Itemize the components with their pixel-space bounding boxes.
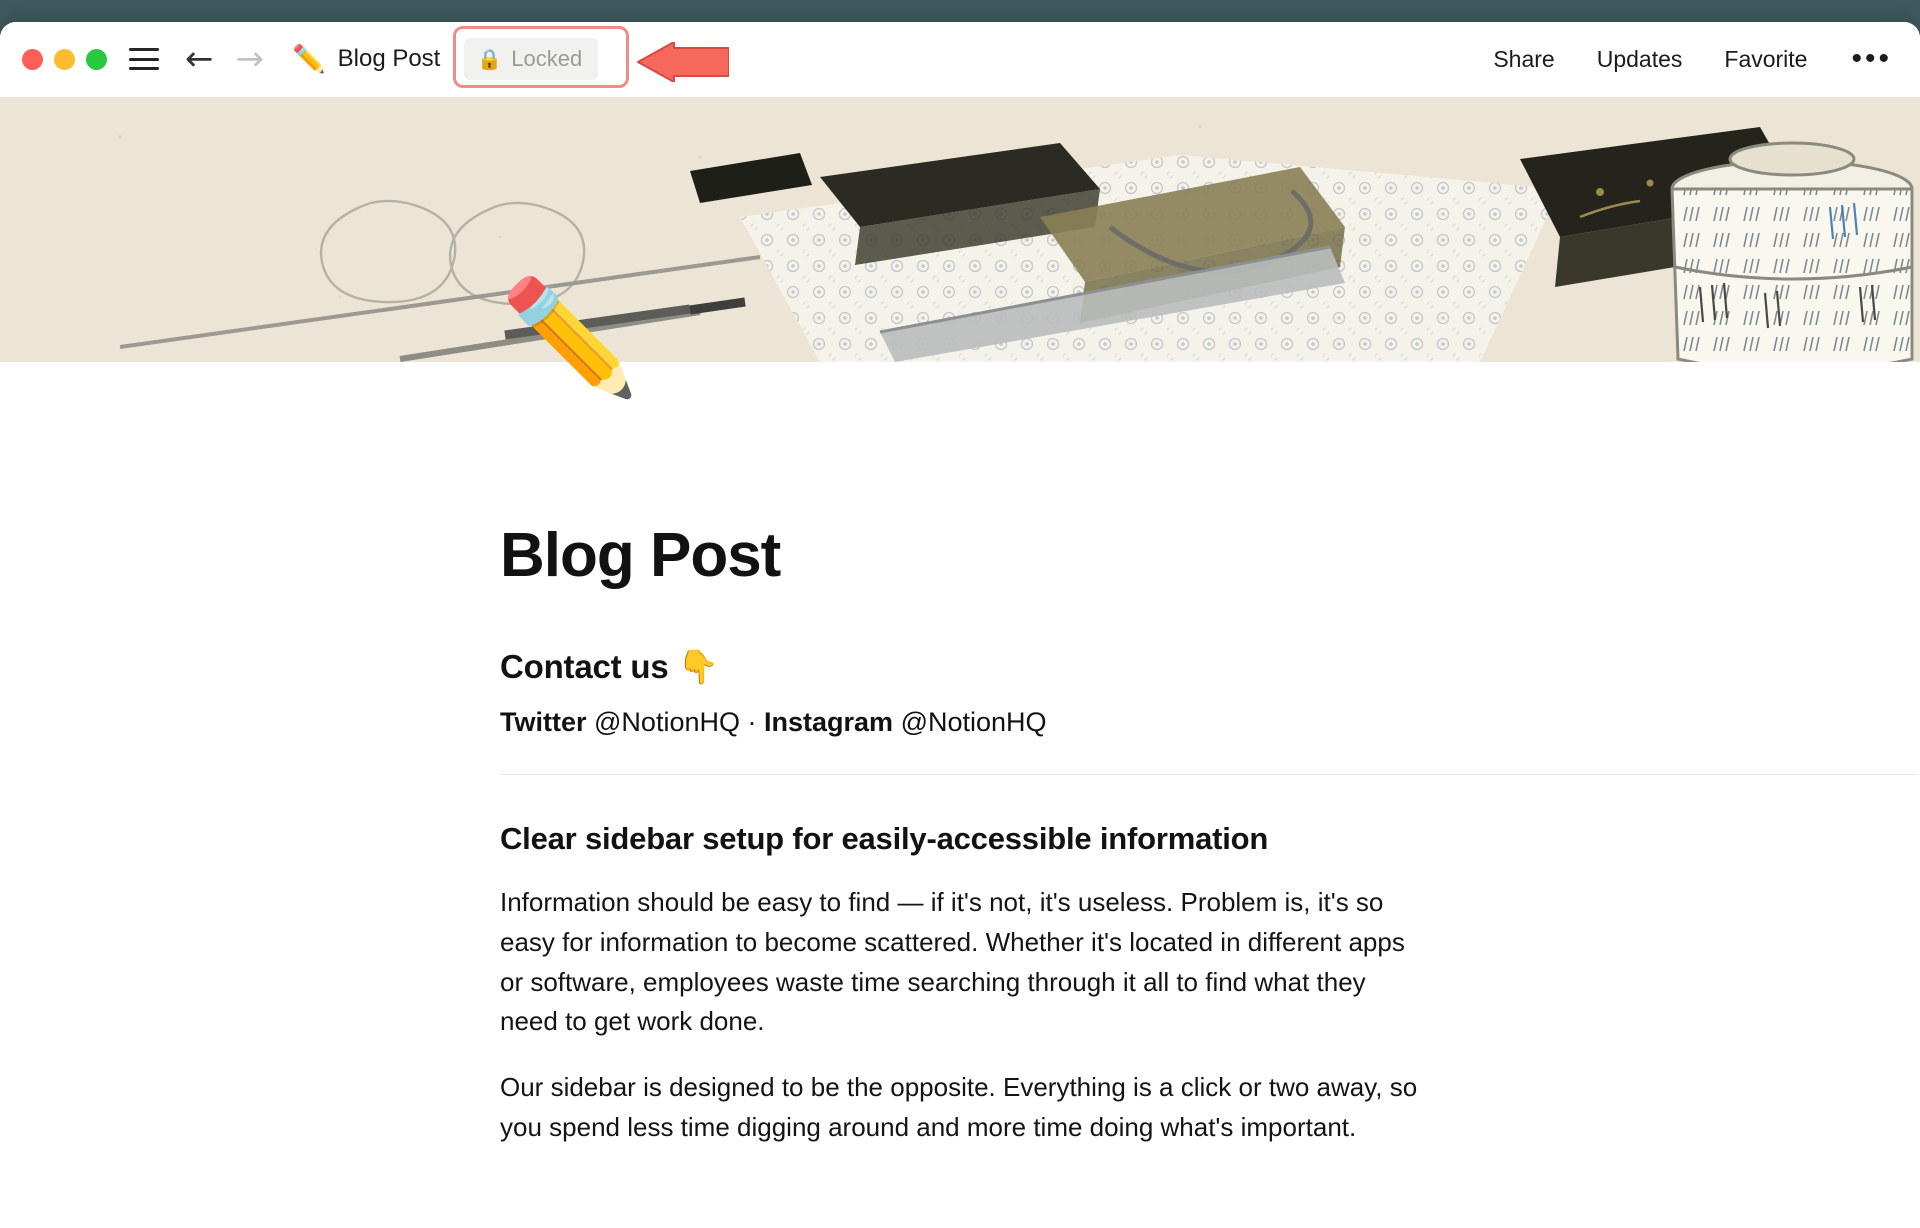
- instagram-label: Instagram: [764, 707, 894, 738]
- forward-arrow-icon[interactable]: →: [235, 39, 264, 79]
- page-title[interactable]: Blog Post: [500, 521, 781, 590]
- notion-window: [0, 22, 1920, 1228]
- paragraph-2[interactable]: Our sidebar is designed to be the opposite. Everything is a click or two away, so you spend less time digging around and more time doing what's important.: [500, 1072, 1418, 1143]
- traffic-light-controls: [22, 49, 107, 70]
- paragraph-1[interactable]: Information should be easy to find — if it's not, it's useless. Problem is, it's so easy for information to become scattered. Whether it's located in different apps or software, employees waste time searching through it all to find what they need to get work done.: [500, 887, 1405, 1037]
- updates-button[interactable]: Updates: [1596, 45, 1683, 72]
- back-arrow-icon[interactable]: ←: [185, 39, 214, 79]
- breadcrumb-pencil-icon: ✏️: [292, 44, 326, 75]
- page-content: [0, 273, 1920, 1228]
- maximize-window-button[interactable]: [86, 49, 107, 70]
- locked-label: Locked: [511, 46, 583, 71]
- share-button[interactable]: Share: [1493, 45, 1555, 72]
- page-icon-pencil[interactable]: ✏️: [500, 273, 640, 403]
- social-links-line: [500, 707, 1425, 738]
- cover-artwork: [0, 97, 1920, 362]
- content-divider: [500, 774, 1918, 775]
- close-window-button[interactable]: [22, 49, 43, 70]
- locked-badge[interactable]: [464, 38, 598, 80]
- more-options-icon[interactable]: •••: [1851, 42, 1892, 75]
- lock-icon: 🔒: [477, 47, 503, 71]
- window-titlebar: [0, 22, 1920, 97]
- instagram-handle[interactable]: @NotionHQ: [900, 707, 1047, 738]
- sidebar-toggle-icon[interactable]: [129, 48, 159, 70]
- section-heading[interactable]: Clear sidebar setup for easily-accessible information: [500, 821, 1269, 857]
- twitter-handle[interactable]: @NotionHQ: [594, 707, 740, 738]
- page-cover-image[interactable]: [0, 97, 1920, 362]
- social-separator: ·: [747, 707, 757, 738]
- annotation-arrow-icon: [634, 42, 729, 82]
- minimize-window-button[interactable]: [54, 49, 75, 70]
- contact-heading[interactable]: Contact us 👇: [500, 648, 719, 686]
- twitter-label: Twitter: [500, 707, 587, 738]
- favorite-button[interactable]: Favorite: [1724, 45, 1808, 72]
- locked-status-area: [464, 38, 598, 80]
- breadcrumb[interactable]: Blog Post: [337, 45, 441, 72]
